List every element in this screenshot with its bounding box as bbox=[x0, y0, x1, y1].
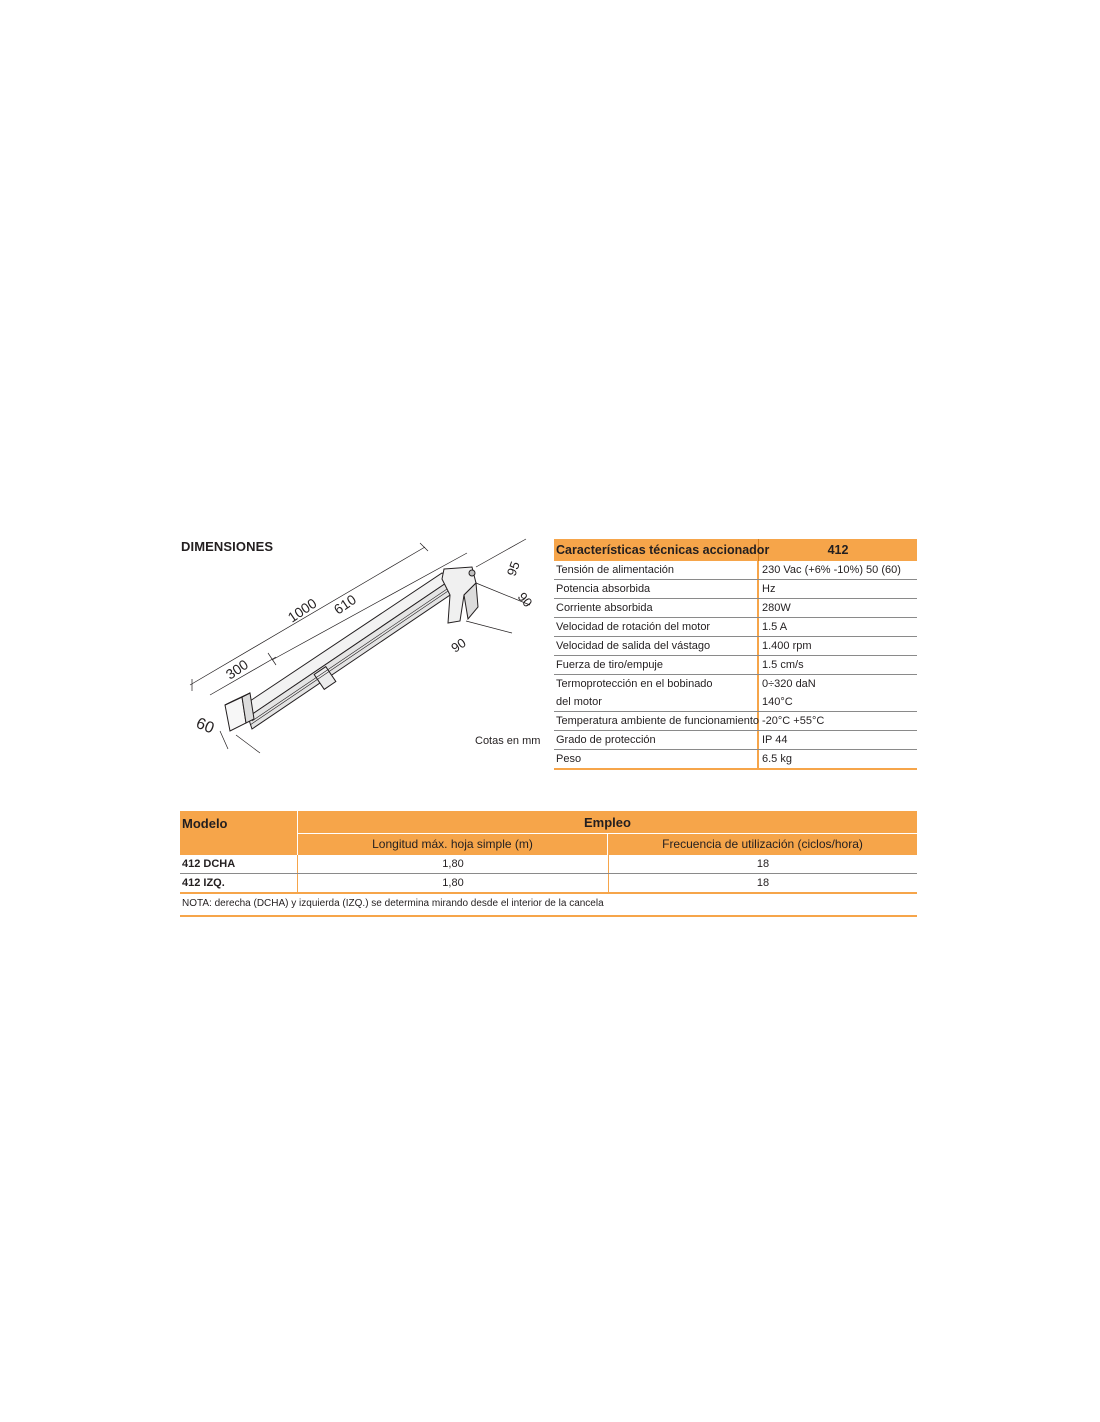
spec-label: del motor bbox=[554, 693, 759, 711]
dim-1000: 1000 bbox=[284, 594, 320, 626]
dimensions-title: DIMENSIONES bbox=[181, 539, 274, 554]
usage-row bbox=[180, 874, 917, 894]
usage-frequency-header: Frecuencia de utilización (ciclos/hora) bbox=[662, 837, 863, 851]
spec-label: Tensión de alimentación bbox=[554, 561, 759, 579]
usage-group bbox=[298, 811, 917, 855]
dim-90-bottom: 90 bbox=[448, 634, 469, 656]
dim-300: 300 bbox=[222, 656, 252, 683]
spec-value: -20°C +55°C bbox=[762, 715, 825, 727]
spec-label: Temperatura ambiente de funcionamiento bbox=[554, 712, 759, 730]
spec-value: 0÷320 daN bbox=[762, 678, 816, 690]
spec-header-model: 412 bbox=[827, 543, 849, 557]
spec-row bbox=[554, 599, 917, 618]
spec-row bbox=[554, 580, 917, 599]
usage-length: 1,80 bbox=[298, 874, 609, 892]
spec-value: 1.5 cm/s bbox=[762, 659, 804, 671]
spec-value: 1.400 rpm bbox=[762, 640, 812, 652]
spec-header-label: Características técnicas accionador bbox=[554, 539, 759, 561]
usage-header bbox=[180, 811, 917, 855]
spec-row bbox=[554, 637, 917, 656]
spec-row bbox=[554, 675, 917, 693]
dim-60: 60 bbox=[193, 714, 217, 738]
spec-value: 140°C bbox=[762, 696, 793, 708]
spec-row bbox=[554, 712, 917, 731]
spec-row bbox=[554, 731, 917, 750]
usage-length: 1,80 bbox=[298, 855, 609, 873]
usage-model: 412 DCHA bbox=[180, 855, 298, 873]
dim-95: 95 bbox=[503, 559, 523, 579]
usage-length-header: Longitud máx. hoja simple (m) bbox=[298, 834, 608, 855]
usage-group-header: Empleo bbox=[298, 811, 917, 834]
spec-label: Velocidad de rotación del motor bbox=[554, 618, 759, 636]
spec-label: Corriente absorbida bbox=[554, 599, 759, 617]
usage-frequency: 18 bbox=[756, 858, 770, 870]
usage-model: 412 IZQ. bbox=[180, 874, 298, 892]
spec-row bbox=[554, 656, 917, 675]
spec-value: 280W bbox=[762, 602, 791, 614]
spec-table bbox=[554, 539, 917, 770]
spec-value: 6.5 kg bbox=[762, 753, 792, 765]
spec-row bbox=[554, 618, 917, 637]
spec-row bbox=[554, 693, 917, 712]
spec-row bbox=[554, 561, 917, 580]
units-note: Cotas en mm bbox=[475, 735, 541, 747]
usage-sub-headers bbox=[298, 834, 917, 855]
usage-frequency: 18 bbox=[756, 877, 770, 889]
spec-row bbox=[554, 750, 917, 770]
dim-610: 610 bbox=[330, 591, 360, 618]
spec-value: 230 Vac (+6% -10%) 50 (60) bbox=[762, 564, 901, 576]
spec-label: Grado de protección bbox=[554, 731, 759, 749]
actuator-body bbox=[222, 567, 478, 731]
spec-value: IP 44 bbox=[762, 734, 788, 746]
spec-label: Peso bbox=[554, 750, 759, 768]
usage-note: NOTA: derecha (DCHA) y izquierda (IZQ.) se determina mirando desde el interior de la cancela bbox=[180, 894, 917, 917]
spec-label: Potencia absorbida bbox=[554, 580, 759, 598]
usage-row bbox=[180, 855, 917, 874]
spec-label: Velocidad de salida del vástago bbox=[554, 637, 759, 655]
spec-value: 1.5 A bbox=[762, 621, 788, 633]
dim-90-right: 90 bbox=[514, 589, 536, 611]
usage-model-header: Modelo bbox=[180, 811, 298, 855]
spec-label: Fuerza de tiro/empuje bbox=[554, 656, 759, 674]
spec-label: Termoprotección en el bobinado bbox=[554, 675, 759, 693]
spec-value: Hz bbox=[762, 583, 776, 595]
spec-header-row bbox=[554, 539, 917, 561]
usage-table bbox=[180, 811, 917, 917]
